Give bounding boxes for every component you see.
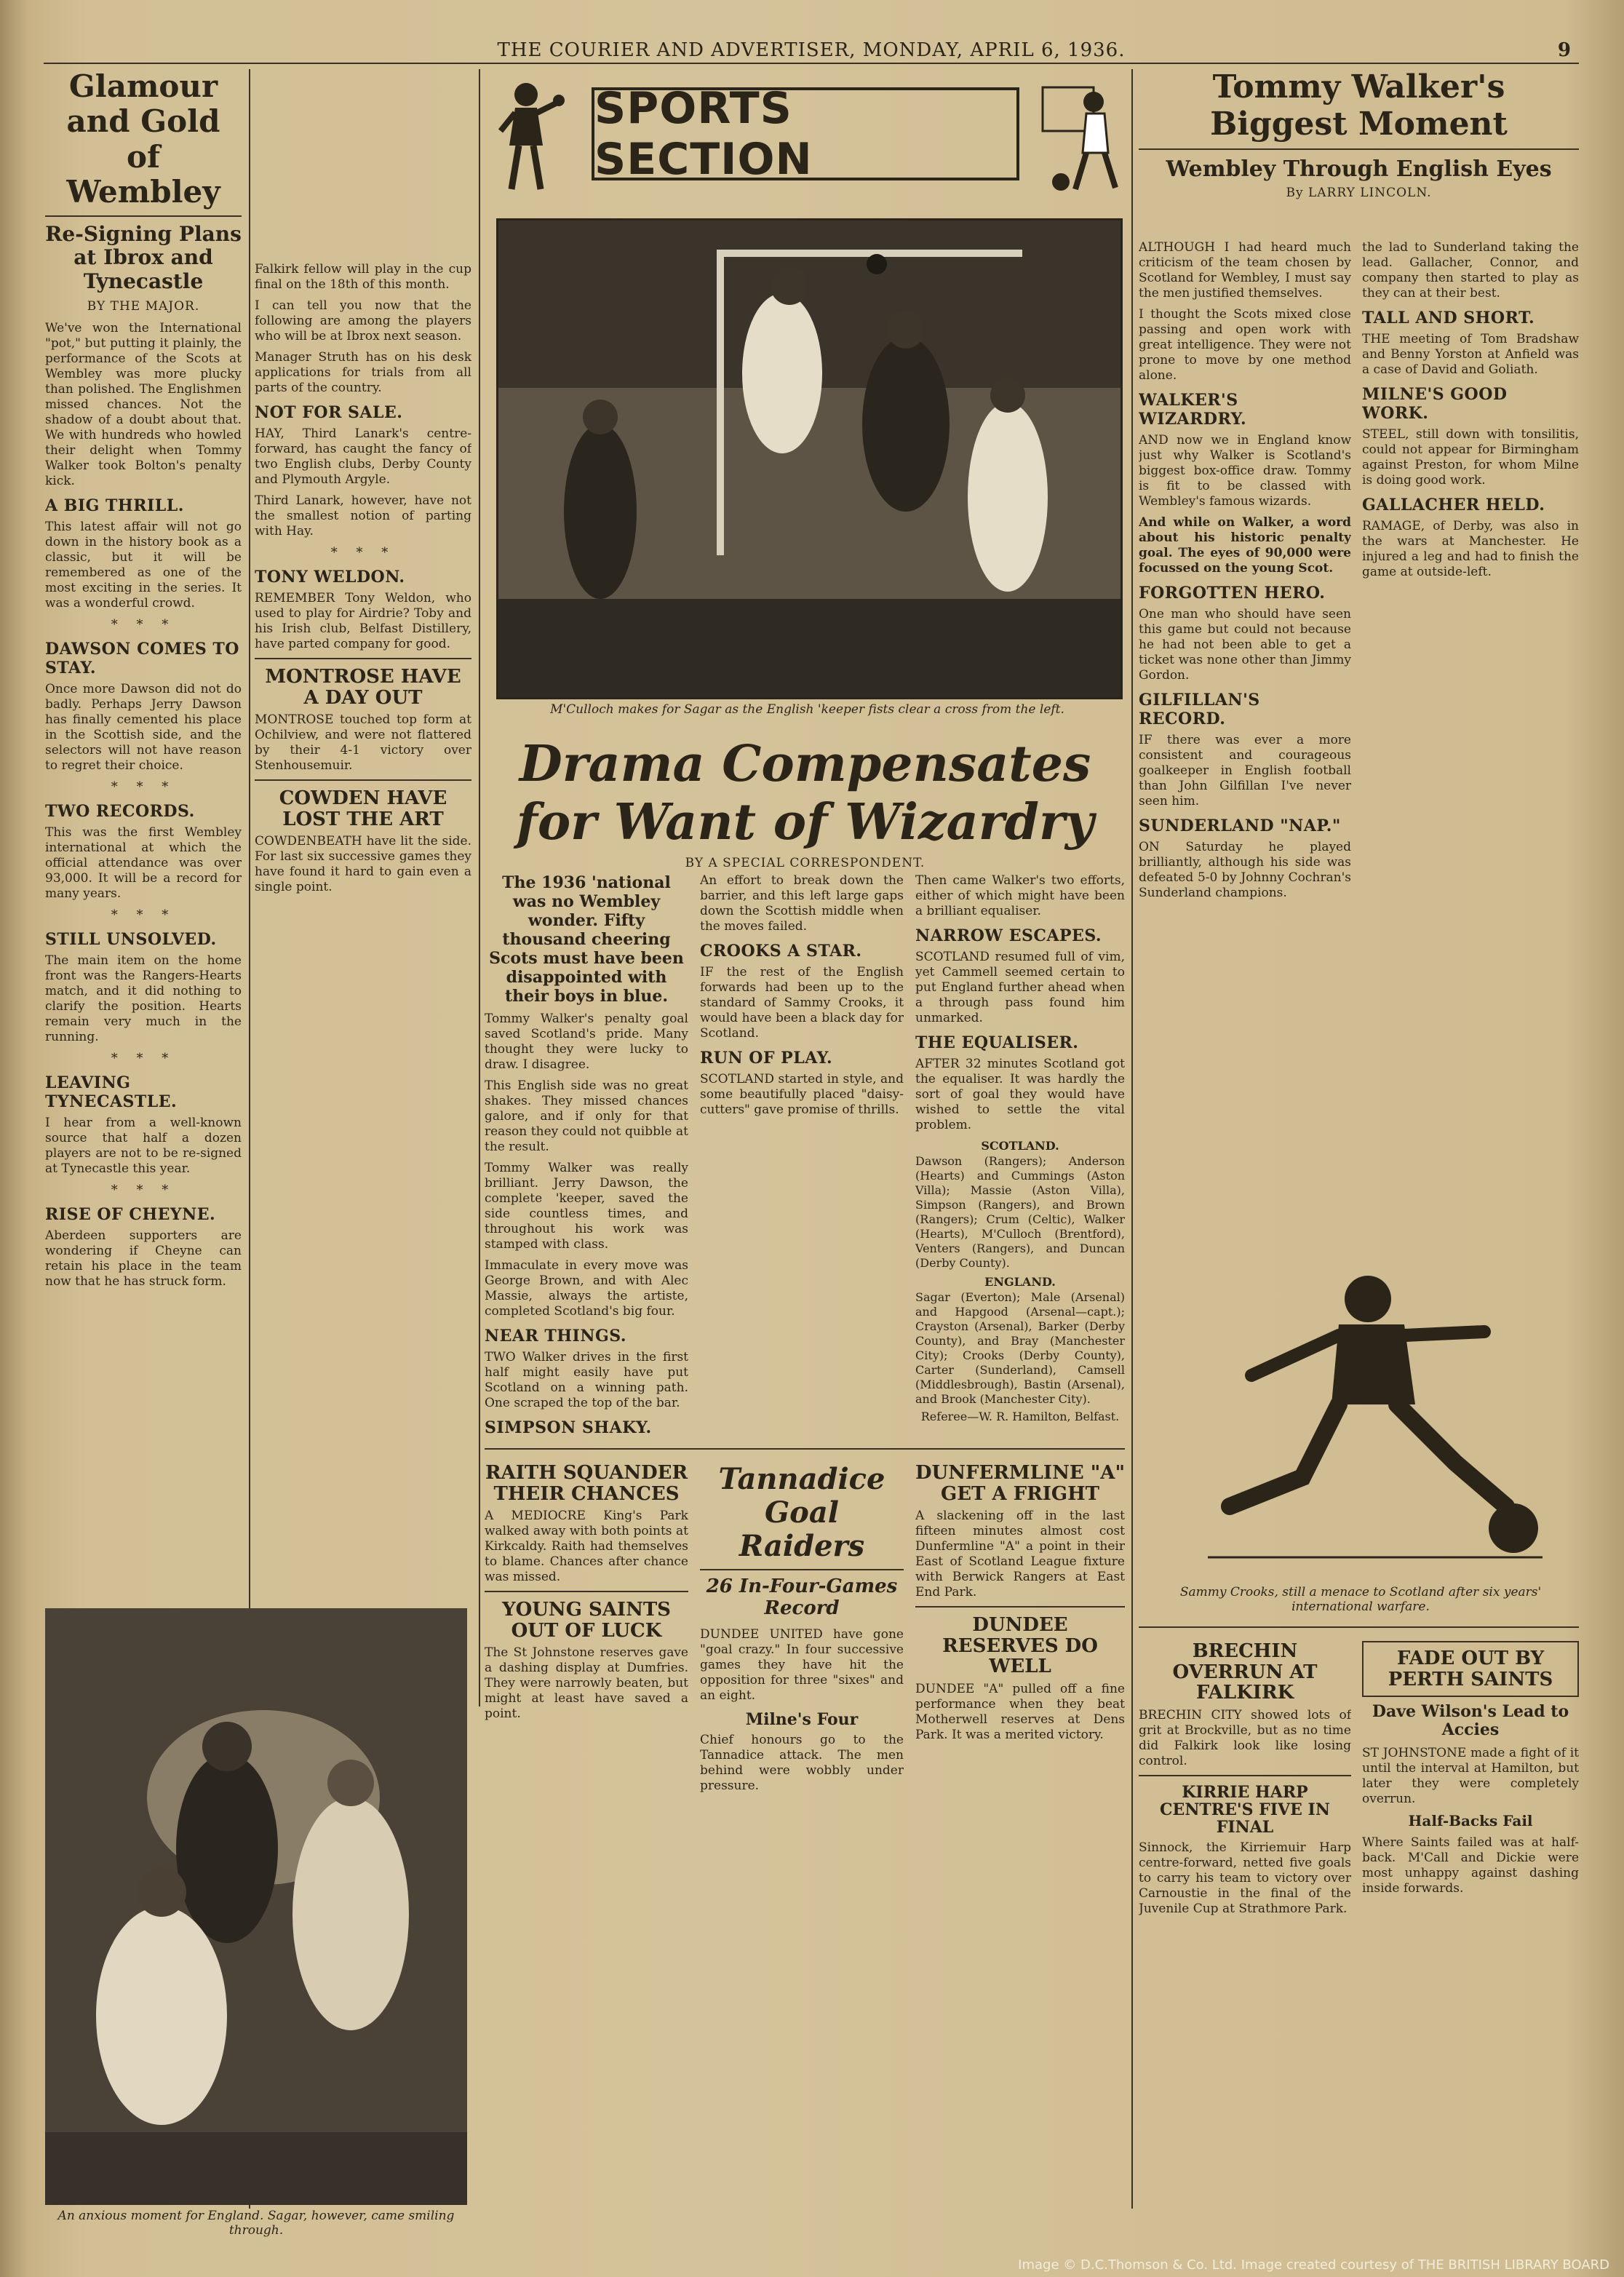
paragraph: AFTER 32 minutes Scotland got the equaliser. It was hardly the sort of goal they would have wished to settle the vital problem. (915, 1057, 1125, 1132)
section-heading: SUNDERLAND "NAP." (1139, 816, 1341, 835)
paragraph: Tommy Walker's penalty goal saved Scotland's pride. Many thought they were lucky to draw. I disagree. (485, 1012, 688, 1072)
tannadice-headline: Tannadice Goal Raiders (718, 1462, 885, 1563)
separator-stars-icon: * * * (111, 1182, 176, 1198)
paragraph: DUNDEE "A" pulled off a fine performance when they beat Motherwell reserves at Dens Park. It was a merited victory. (915, 1681, 1125, 1742)
paragraph: Falkirk fellow will play in the cup final on the 18th of this month. (255, 262, 471, 292)
paragraph: Once more Dawson did not do badly. Perhaps Jerry Dawson has finally cemented his place in the Scottish side, and the selectors will not have reason to regret their choice. (45, 681, 242, 773)
section-heading: RUN OF PLAY. (700, 1049, 833, 1068)
right-lower-column-2 (1362, 1634, 1579, 2209)
paragraph: A slackening off in the last fifteen minutes almost cost Dunfermline "A" a point in their East of Scotland League fixture with Berwick Rangers at East End Park. (915, 1509, 1125, 1600)
paragraph: SCOTLAND started in style, and some beautifully placed "daisy-cutters" gave promise of thrills. (700, 1072, 904, 1117)
referee-line: Referee—W. R. Hamilton, Belfast. (920, 1410, 1120, 1423)
right-headline: Tommy Walker's Biggest Moment (1210, 68, 1508, 143)
section-heading: TONY WELDON. (255, 568, 405, 587)
paragraph: We've won the International "pot," but putting it plainly, the performance of the Scots at Wembley was more plucky than polished. The Englishmen missed chances. Not the shadow of a doubt about that. We with hundreds who howled their delight when Tommy Walker took Bolton's penalty kick. (45, 320, 242, 488)
centre-column-1 (485, 873, 688, 1437)
paragraph: ST JOHNSTONE made a fight of it until the interval at Hamilton, but later they were completely overrun. (1362, 1745, 1579, 1806)
sports-section-banner (486, 73, 1124, 200)
paragraph: MONTROSE touched top form at Ochilview, and were not flattered by their 4-1 victory over Stenhousemuir. (255, 712, 471, 774)
centre-photo-caption: M'Culloch makes for Sagar as the English 'keeper fists clear a cross from the left. (550, 702, 1064, 717)
paragraph: ALTHOUGH I had heard much criticism of the team chosen by Scotland for Wembley, I must say the men justified themselves. (1139, 240, 1351, 301)
paragraph: HAY, Third Lanark's centre-forward, has caught the fancy of two English clubs, Derby County and Plymouth Argyle. (255, 426, 471, 487)
paragraph: This English side was no great shakes. They missed chances galore, and if only for that reason they could not quibble at the result. (485, 1078, 688, 1154)
section-heading: RAITH SQUANDER THEIR CHANCES (485, 1462, 688, 1505)
left-column-main (45, 69, 242, 1605)
section-heading: RISE OF CHEYNE. (45, 1204, 216, 1224)
paragraph: Third Lanark, however, have not the smallest notion of parting with Hay. (255, 493, 471, 539)
lower-column-3 (915, 1455, 1125, 2205)
section-heading: NOT FOR SALE. (255, 403, 403, 422)
section-heading: YOUNG SAINTS OUT OF LUCK (502, 1599, 671, 1642)
main-byline: BY A SPECIAL CORRESPONDENT. (685, 856, 926, 870)
paragraph: Manager Struth has on his desk applications for trials from all parts of the country. (255, 350, 471, 395)
right-subhead: Wembley Through English Eyes (1166, 156, 1552, 183)
paragraph: And while on Walker, a word about his historic penalty goal. The eyes of 90,000 were focussed on the young Scot. (1139, 515, 1351, 576)
goalkeeper-scene-icon (45, 1608, 467, 2205)
tannadice-subhead: 26 In-Four-Games Record (706, 1575, 898, 1619)
section-heading: FORGOTTEN HERO. (1139, 584, 1326, 603)
paragraph: RAMAGE, of Derby, was also in the wars at Manchester. He injured a leg and had to finish the game at outside-left. (1362, 519, 1579, 579)
lower-column-2 (700, 1455, 904, 2205)
perth-subhead: Dave Wilson's Lead to Accies (1372, 1702, 1569, 1740)
left-column-second (255, 262, 471, 1557)
section-heading: DAWSON COMES TO STAY. (45, 639, 239, 677)
section-heading: NEAR THINGS. (485, 1327, 626, 1346)
paragraph: Sinnock, the Kirriemuir Harp centre-forward, netted five goals to carry his team to victory over Carnoustie in the final of the Juvenile Cup at Strathmore Park. (1139, 1840, 1351, 1917)
section-heading: MONTROSE HAVE A DAY OUT (265, 666, 461, 709)
paragraph: One man who should have seen this game but could not because he had not been able to get a ticket was none other than Jimmy Gordon. (1139, 607, 1351, 683)
paragraph: Then came Walker's two efforts, either of which might have been a brilliant equaliser. (915, 873, 1125, 918)
separator-stars-icon: * * * (111, 1050, 176, 1066)
paragraph: A MEDIOCRE King's Park walked away with both points at Kirkcaldy. Raith had themselves to blame. Chances after chance was missed. (485, 1509, 688, 1585)
sammy-crooks-illustration (1164, 1266, 1572, 1572)
perth-subhead-2: Half-Backs Fail (1408, 1811, 1533, 1829)
section-heading: THE EQUALISER. (915, 1033, 1079, 1052)
paragraph: IF the rest of the English forwards had been up to the standard of Sammy Crooks, it would have been a black day for Scotland. (700, 965, 904, 1041)
left-subhead: Re-Signing Plans at Ibrox and Tynecastle (45, 222, 242, 293)
paragraph: This latest affair will not go down in the history book as a classic, but it will be remembered as one of the most exciting in the series. It was a wonderful crowd. (45, 519, 242, 611)
column-rule (1131, 69, 1133, 2209)
section-heading: TALL AND SHORT. (1362, 309, 1535, 327)
section-heading: FADE OUT BY PERTH SAINTS (1362, 1641, 1579, 1697)
separator-stars-icon: * * * (111, 779, 176, 795)
divider (45, 215, 242, 217)
separator-stars-icon: * * * (111, 907, 176, 923)
section-heading: DUNFERMLINE "A" GET A FRIGHT (915, 1462, 1125, 1505)
left-byline: BY THE MAJOR. (87, 298, 200, 314)
section-heading: Milne's Four (745, 1709, 859, 1729)
lower-column-1 (485, 1455, 688, 2205)
paragraph: Aberdeen supporters are wondering if Cheyne can retain his place in the team now that he has struck form. (45, 1228, 242, 1289)
column-rule (479, 69, 480, 1706)
team-list-england: Sagar (Everton); Male (Arsenal) and Hapgood (Arsenal—capt.); Crayston (Arsenal), Barker (Derby County), and Bray (Manchester City); Crooks (Derby County), Carter (Sunderland), Camsell (Middlesbrough), Bastin (Arsenal), and Brook (Manchester City). (915, 1290, 1125, 1406)
paragraph: DUNDEE UNITED have gone "goal crazy." In four successive games they have hit the opposition for three "sixes" and an eight. (700, 1626, 904, 1703)
article-deck: The 1936 'national was no Wembley wonder. Fifty thousand cheering Scots must have been disappointed with their boys in blue. (489, 873, 684, 1006)
paragraph: The main item on the home front was the Rangers-Hearts match, and it did nothing to clarify the position. Hearts remain very much in the running. (45, 953, 242, 1044)
image-credit: Image © D.C.Thomson & Co. Ltd. Image created courtesy of THE BRITISH LIBRARY BOARD (1018, 2257, 1609, 2273)
banner-title: SPORTS SECTION (594, 83, 813, 185)
paragraph: AND now we in England know just why Walker is Scotland's biggest box-office draw. Tommy is fit to be classed with Wembley's famous wizards. (1139, 433, 1351, 509)
paragraph: I can tell you now that the following are among the players who will be at Ibrox next season. (255, 298, 471, 343)
paragraph: Where Saints failed was at half-back. M'Call and Dickie were most unhappy against dashing inside forwards. (1362, 1835, 1579, 1896)
team-list-scotland: Dawson (Rangers); Anderson (Hearts) and Cummings (Aston Villa); Massie (Aston Villa), Simpson (Rangers), and Brown (Rangers); Crum (Celtic), Walker (Hearts), M'Culloch (Brentford), Venters (Rangers), and Duncan (Derby County). (915, 1154, 1125, 1270)
paragraph: Immaculate in every move was George Brown, and with Alec Massie, always the artiste, completed Scotland's big four. (485, 1258, 688, 1319)
left-photo-caption: An anxious moment for England. Sagar, however, came smiling through. (57, 2209, 455, 2238)
paragraph: STEEL, still down with tonsilitis, could not appear for Birmingham against Preston, for whom Milne is doing good work. (1362, 427, 1579, 488)
divider (1139, 1626, 1579, 1628)
paragraph: REMEMBER Tony Weldon, who used to play for Airdrie? Toby and his Irish club, Belfast Distillery, have parted company for good. (255, 591, 471, 651)
separator-stars-icon: * * * (330, 545, 396, 560)
section-heading: STILL UNSOLVED. (45, 929, 217, 949)
paragraph: TWO Walker drives in the first half might easily have put Scotland on a winning path. One scraped the top of the bar. (485, 1350, 688, 1410)
paragraph: Tommy Walker was really brilliant. Jerry Dawson, the complete 'keeper, saved the side countless times, and throughout his work was stamped with class. (485, 1161, 688, 1252)
right-byline: By LARRY LINCOLN. (1286, 185, 1432, 200)
divider (255, 658, 471, 659)
section-heading: GALLACHER HELD. (1362, 496, 1545, 514)
crooks-caption: Sammy Crooks, still a menace to Scotland after six years' international warfare. (1179, 1585, 1542, 1614)
paragraph: COWDENBEATH have lit the side. For last six successive games they have found it hard to gain even a single point. (255, 834, 471, 895)
divider (700, 1569, 904, 1570)
page-number: 9 (1557, 39, 1572, 61)
goal-scramble-icon (498, 220, 1121, 697)
paragraph: BRECHIN CITY showed lots of grit at Brockville, but as no time did Falkirk look like losing control. (1139, 1707, 1351, 1768)
right-column-1 (1139, 240, 1351, 1259)
section-heading: CROOKS A STAR. (700, 942, 862, 961)
paragraph: I hear from a well-known source that half a dozen players are not to be re-signed at Tynecastle this year. (45, 1115, 242, 1176)
right-header (1139, 69, 1579, 207)
divider (485, 1448, 1125, 1450)
centre-column-3 (915, 873, 1125, 1437)
section-heading: BRECHIN OVERRUN AT FALKIRK (1172, 1640, 1318, 1704)
section-heading: WALKER'S WIZARDRY. (1139, 391, 1247, 429)
divider (255, 779, 471, 781)
team-heading-scotland: SCOTLAND. (981, 1139, 1059, 1153)
main-headline: Drama Compensates for Want of Wizardry (516, 735, 1094, 851)
centre-column-2 (700, 873, 904, 1437)
section-heading: A BIG THRILL. (45, 496, 184, 515)
paragraph: IF there was ever a more consistent and courageous goalkeeper in English football than John Gilfillan I've never seen him. (1139, 733, 1351, 808)
masthead-title: THE COURIER AND ADVERTISER, MONDAY, APRIL 6, 1936. (497, 39, 1126, 61)
divider (485, 1591, 688, 1592)
section-heading: KIRRIE HARP CENTRE'S FIVE IN FINAL (1160, 1782, 1330, 1837)
divider (1139, 1775, 1351, 1776)
team-heading-england: ENGLAND. (984, 1275, 1056, 1289)
section-heading: DUNDEE RESERVES DO WELL (942, 1614, 1098, 1678)
section-heading: TWO RECORDS. (45, 801, 195, 821)
separator-stars-icon: * * * (111, 616, 176, 632)
paragraph: An effort to break down the barrier, and this left large gaps down the Scottish middle when the moves failed. (700, 873, 904, 934)
divider (1139, 148, 1579, 150)
england-goalmouth-photo (45, 1608, 467, 2205)
paragraph: SCOTLAND resumed full of vim, yet Cammell seemed certain to put England further ahead when a through pass found him unmarked. (915, 950, 1125, 1025)
boxer-icon (486, 73, 566, 196)
wembley-action-photo (496, 218, 1123, 699)
paragraph: the lad to Sunderland taking the lead. Gallacher, Connor, and company then started to play as they can at their best. (1362, 240, 1579, 301)
section-heading: GILFILLAN'S RECORD. (1139, 691, 1260, 728)
paragraph: The St Johnstone reserves gave a dashing display at Dumfries. They were narrowly beaten, but might at least have saved a point. (485, 1645, 688, 1722)
paragraph: THE meeting of Tom Bradshaw and Benny Yorston at Anfield was a case of David and Goliath. (1362, 332, 1579, 377)
paragraph: Chief honours go to the Tannadice attack. The men behind were wobbly under pressure. (700, 1732, 904, 1793)
footballer-icon (1039, 73, 1124, 196)
paragraph: ON Saturday he played brilliantly, although his side was defeated 5-0 by Johnny Cochran's Sunderland champions. (1139, 840, 1351, 900)
section-heading: SIMPSON SHAKY. (485, 1418, 652, 1437)
paragraph: This was the first Wembley international at which the official attendance was over 93,000. It will be a record for many years. (45, 824, 242, 901)
paragraph: I thought the Scots mixed close passing and open work with great intelligence. They were not prone to move by one method alone. (1139, 307, 1351, 383)
section-heading: MILNE'S GOOD WORK. (1362, 385, 1508, 423)
section-heading: COWDEN HAVE LOST THE ART (279, 787, 447, 830)
section-heading: LEAVING TYNECASTLE. (45, 1073, 178, 1111)
section-heading: NARROW ESCAPES. (915, 926, 1102, 945)
right-lower-column-1 (1139, 1634, 1351, 2209)
masthead (44, 38, 1579, 64)
right-column-2 (1362, 240, 1579, 1259)
banner-box (592, 83, 1019, 185)
left-headline: Glamour and Gold of Wembley (66, 69, 220, 210)
divider (915, 1606, 1125, 1608)
